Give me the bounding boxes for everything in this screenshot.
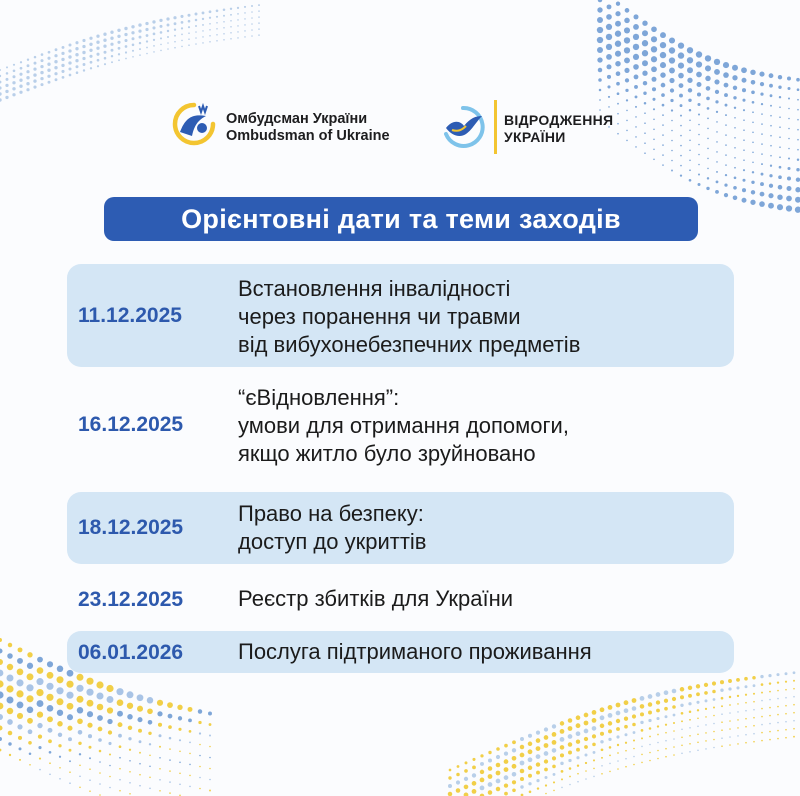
event-topic: [238, 585, 513, 613]
event-topic-line: Встановлення інвалідності: [238, 276, 511, 301]
event-date: 11.12.2025: [78, 304, 182, 327]
event-row: [67, 578, 734, 620]
event-row: [67, 264, 734, 367]
event-topic-line: якщо житло було зруйновано: [238, 441, 536, 466]
page-title: Орієнтовні дати та теми заходів: [104, 197, 698, 241]
event-topic: [238, 275, 580, 359]
event-topic-line: Право на безпеку:: [238, 501, 424, 526]
revival-name-line2: УКРАЇНИ: [504, 129, 566, 145]
ombudsman-emblem-icon: [172, 102, 216, 146]
dove-sun-icon: [440, 104, 486, 150]
event-topic-line: через поранення чи травми: [238, 304, 521, 329]
wave-bottom-right: [448, 671, 796, 796]
event-topic: [238, 638, 592, 666]
event-date: 16.12.2025: [78, 413, 184, 436]
event-topic-line: Реєстр збитків для України: [238, 586, 514, 611]
event-date: 18.12.2025: [78, 516, 184, 539]
event-topic: [238, 384, 569, 468]
ombudsman-name-ua: Омбудсман України: [226, 111, 368, 127]
revival-logo: [440, 100, 660, 156]
wave-top-left: [0, 4, 260, 102]
logo-divider: [494, 100, 497, 154]
event-topic: [238, 500, 426, 556]
event-topic-line: доступ до укриттів: [238, 529, 427, 554]
event-topic-line: умови для отримання допомоги,: [238, 413, 569, 438]
event-topic-line: Послуга підтриманого проживання: [238, 639, 592, 664]
event-topic-line: від вибухонебезпечних предметів: [238, 332, 581, 357]
event-date: 23.12.2025: [78, 588, 184, 611]
event-topic-line: “єВідновлення”:: [238, 385, 400, 410]
event-row: [67, 631, 734, 673]
revival-name-line1: ВІДРОДЖЕННЯ: [504, 112, 614, 128]
ombudsman-name-en: Ombudsman of Ukraine: [226, 128, 390, 144]
ombudsman-logo: [172, 100, 392, 152]
event-date: 06.01.2026: [78, 641, 184, 664]
event-row: [67, 492, 734, 564]
event-row: [67, 376, 734, 479]
